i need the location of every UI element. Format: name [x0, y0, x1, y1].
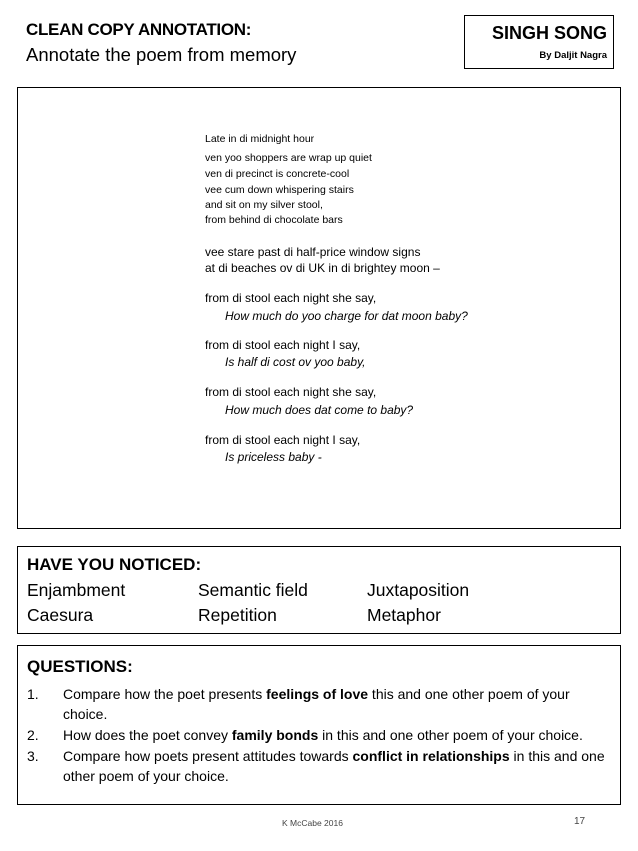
question-number: 2. — [27, 727, 39, 743]
term-caesura: Caesura — [27, 605, 94, 625]
question-item — [27, 684, 611, 724]
poem-line: Is half di cost ov yoo baby, — [225, 355, 366, 369]
footer-credit: K McCabe 2016 — [282, 818, 343, 828]
noticed-title: HAVE YOU NOTICED: — [27, 555, 202, 574]
poem-line: Late in di midnight hour — [205, 133, 315, 145]
poem-line: at di beaches ov di UK in di brightey moon – — [205, 261, 440, 275]
question-text: Compare how the poet presents feelings of love this and one other poem of your choice. — [63, 686, 570, 722]
have-you-noticed-box — [17, 546, 621, 634]
poem-title: SINGH SONG — [491, 23, 607, 43]
poem-box — [17, 87, 621, 529]
question-number: 1. — [27, 686, 39, 702]
poem-line: Is priceless baby - — [225, 450, 322, 464]
poem-line: ven yoo shoppers are wrap up quiet — [205, 152, 372, 164]
worksheet-instruction: Annotate the poem from memory — [26, 44, 297, 65]
poem-line: and sit on my silver stool, — [205, 199, 323, 211]
term-repetition: Repetition — [198, 605, 277, 625]
term-juxtaposition: Juxtaposition — [367, 580, 470, 600]
questions-list — [27, 684, 611, 787]
poem-line: How much does dat come to baby? — [225, 403, 414, 417]
worksheet-title: CLEAN COPY ANNOTATION: — [26, 20, 252, 39]
poem-line: vee stare past di half-price window signs — [205, 245, 421, 259]
term-semantic-field: Semantic field — [198, 580, 308, 600]
poem-line: ven di precinct is concrete-cool — [205, 168, 350, 180]
term-metaphor: Metaphor — [367, 605, 441, 625]
poem-line: from di stool each night she say, — [205, 385, 377, 399]
question-item — [27, 725, 611, 745]
poem-title-box — [464, 15, 614, 69]
question-text: Compare how poets present attitudes towards conflict in relationships in this and one other poem of your choice. — [63, 748, 605, 784]
question-text: How does the poet convey family bonds in this and one other poem of your choice. — [63, 727, 583, 743]
questions-title: QUESTIONS: — [27, 657, 133, 676]
poem-line: from di stool each night I say, — [205, 338, 361, 352]
poem-line: vee cum down whispering stairs — [205, 184, 354, 196]
question-item — [27, 746, 611, 786]
page-number: 17 — [574, 816, 586, 827]
term-enjambment: Enjambment — [27, 580, 126, 600]
poem-line: from behind di chocolate bars — [205, 214, 343, 226]
poem-line: from di stool each night I say, — [205, 433, 361, 447]
poem-line: How much do yoo charge for dat moon baby? — [225, 309, 468, 323]
question-number: 3. — [27, 748, 39, 764]
poem-author: By Daljit Nagra — [539, 50, 607, 61]
poem-line: from di stool each night she say, — [205, 291, 377, 305]
questions-box — [17, 645, 621, 805]
